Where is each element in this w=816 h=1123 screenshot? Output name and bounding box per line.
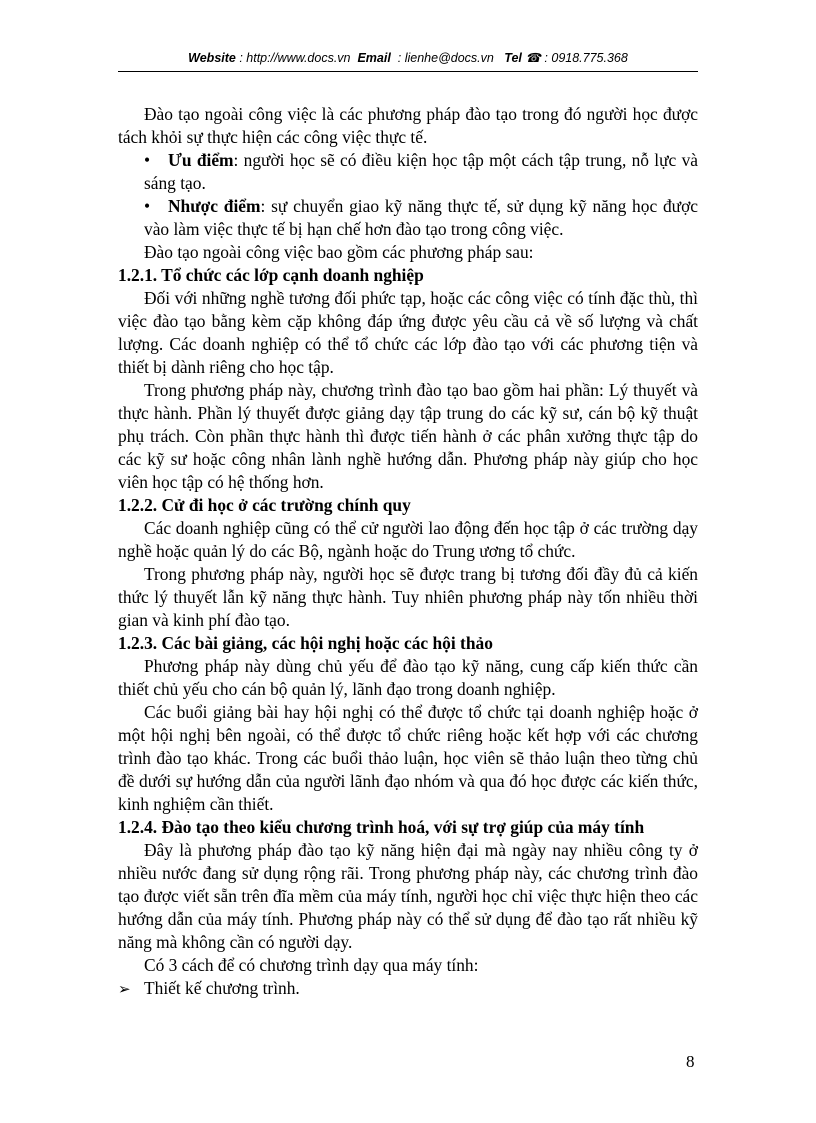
arrow-list-item: [118, 977, 698, 1002]
heading-1-2-3: 1.2.3. Các bài giảng, các hội nghị hoặc các hội thảo: [118, 633, 493, 653]
paragraph-1-2-1-b: Trong phương pháp này, chương trình đào tạo bao gồm hai phần: Lý thuyết và thực hành. Phần lý thuyết được giảng dạy tập trung do các kỹ sư, cán bộ kỹ thuật phụ trách. Còn phần thực hành thì được tiến hành ở các phân xưởng thực tập do các kỹ sư hoặc công nhân lành nghề hướng dẫn. Phương pháp này giúp cho học viên học tập có hệ thống hơn.: [118, 380, 698, 492]
heading-1-2-1: 1.2.1. Tổ chức các lớp cạnh doanh nghiệp: [118, 265, 424, 285]
arrow-bullet-icon: ➢: [118, 982, 131, 998]
page-header: Website : http://www.docs.vn Email : lienhe@docs.vn Tel ☎ : 0918.775.368: [188, 51, 628, 65]
bullet-icon: •: [144, 150, 151, 170]
document-body: [118, 103, 698, 1002]
phone-icon: ☎: [525, 51, 541, 65]
paragraph-1-2-2-b: Trong phương pháp này, người học sẽ được trang bị tương đối đầy đủ cả kiến thức lý thuyết lẫn kỹ năng thực hành. Tuy nhiên phương pháp này tốn nhiều thời gian và kinh phí đào tạo.: [118, 564, 698, 630]
paragraph-intro: Đào tạo ngoài công việc là các phương pháp đào tạo trong đó người học được tách khỏi sự thực hiện các công việc thực tế.: [118, 104, 698, 147]
paragraph-1-2-2-a: Các doanh nghiệp cũng có thể cử người lao động đến học tập ở các trường dạy nghề hoặc quản lý do các Bộ, ngành hoặc do Trung ương tổ chức.: [118, 518, 698, 561]
bullet-icon: •: [144, 196, 151, 216]
tel-value: 0918.775.368: [551, 51, 628, 65]
paragraph-1-2-4-a: Đây là phương pháp đào tạo kỹ năng hiện đại mà ngày nay nhiều công ty ở nhiều nước đang sử dụng rộng rãi. Trong phương pháp này, các chương trình đào tạo được viết sẵn trên đĩa mềm của máy tính, người học chỉ việc thực hiện theo các hướng dẫn của máy tính. Phương pháp này có thể sử dụng để đào tạo rất nhiều kỹ năng mà không cần có người dạy.: [118, 840, 698, 952]
email-value: lienhe@docs.vn: [404, 51, 494, 65]
advantage-term: Ưu điểm: [168, 150, 234, 170]
email-label: Email: [357, 51, 391, 65]
paragraph-1-2-3-a: Phương pháp này dùng chủ yếu để đào tạo kỹ năng, cung cấp kiến thức cần thiết chủ yếu cho cán bộ quản lý, lãnh đạo trong doanh nghiệp.: [118, 656, 698, 699]
disadvantage-text: : sự chuyển giao kỹ năng thực tế, sử dụng kỹ năng học được vào làm việc thực tế bị hạn chế hơn đào tạo trong công việc.: [144, 196, 698, 239]
tel-label: Tel: [504, 51, 522, 65]
paragraph-1-2-3-b: Các buổi giảng bài hay hội nghị có thể được tổ chức tại doanh nghiệp hoặc ở một hội nghị bên ngoài, có thể được tổ chức riêng hoặc kết hợp với các chương trình đào tạo khác. Trong các buổi thảo luận, học viên sẽ thảo luận theo từng chủ đề dưới sự hướng dẫn của người lãnh đạo nhóm và qua đó học được các kiến thức, kinh nghiệm cần thiết.: [118, 702, 698, 814]
arrow-item-text: Thiết kế chương trình.: [144, 978, 300, 998]
header-divider: [118, 71, 698, 72]
website-label: Website: [188, 51, 236, 65]
paragraph-1-2-4-b: Có 3 cách để có chương trình dạy qua máy tính:: [144, 955, 479, 975]
paragraph-1-2-1-a: Đối với những nghề tương đối phức tạp, hoặc các công việc có tính đặc thù, thì việc đào tạo bằng kèm cặp không đáp ứng được yêu cầu cả về số lượng và chất lượng. Các doanh nghiệp có thể tổ chức các lớp đào tạo với các phương tiện và thiết bị dành riêng cho học tập.: [118, 288, 698, 377]
heading-1-2-4: 1.2.4. Đào tạo theo kiểu chương trình hoá, với sự trợ giúp của máy tính: [118, 817, 645, 837]
page-number: 8: [686, 1052, 695, 1071]
bullet-disadvantage: [118, 195, 698, 241]
heading-1-2-2: 1.2.2. Cử đi học ở các trường chính quy: [118, 495, 411, 515]
advantage-text: : người học sẽ có điều kiện học tập một cách tập trung, nỗ lực và sáng tạo.: [144, 150, 698, 193]
disadvantage-term: Nhược điểm: [168, 196, 261, 216]
paragraph-methods-intro: Đào tạo ngoài công việc bao gồm các phương pháp sau:: [144, 242, 534, 262]
website-value: http://www.docs.vn: [246, 51, 351, 65]
bullet-advantage: [118, 149, 698, 195]
